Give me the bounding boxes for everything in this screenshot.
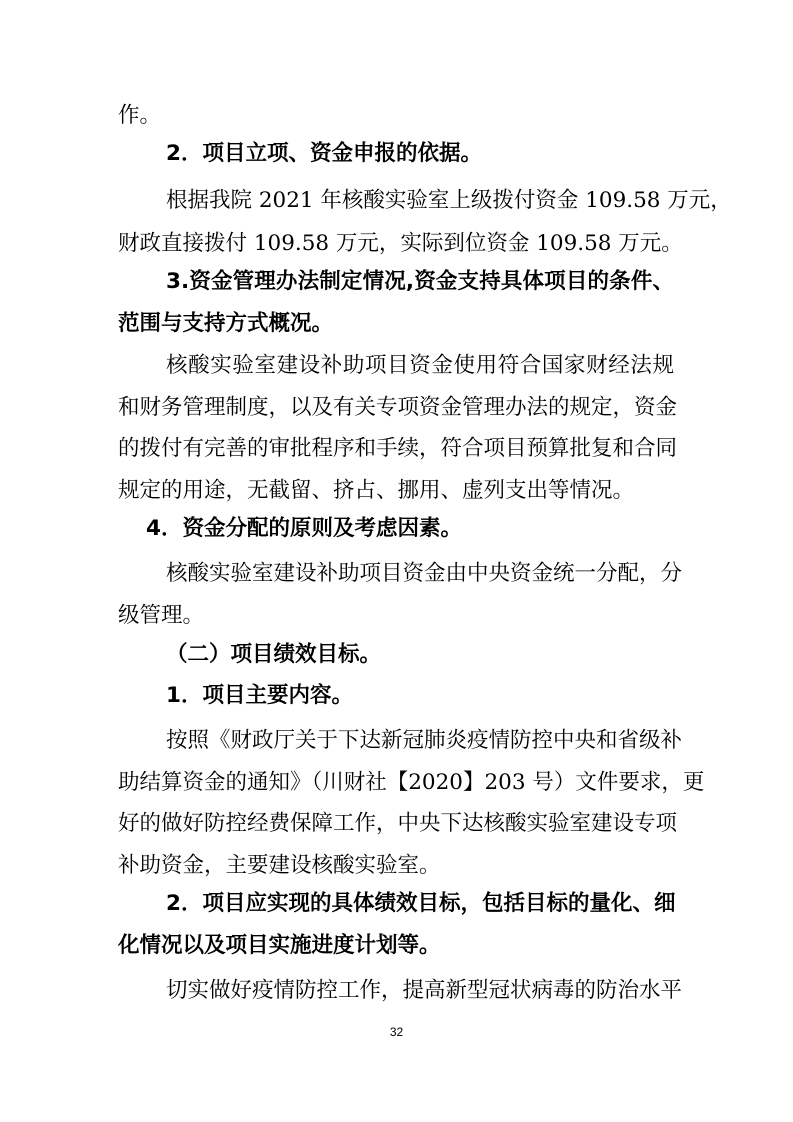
section-heading: 1．项目主要内容。 <box>166 683 353 708</box>
paragraph-line: 补助资金，主要建设核酸实验室。 <box>118 853 441 878</box>
paragraph-line: 财政直接拨付 109.58 万元，实际到位资金 109.58 万元。 <box>118 231 683 256</box>
section-heading: 2．项目立项、资金申报的依据。 <box>166 141 482 166</box>
paragraph-line: 按照《财政厅关于下达新冠肺炎疫情防控中央和省级补 <box>166 728 683 753</box>
paragraph-line: 规定的用途，无截留、挤占、挪用、虚列支出等情况。 <box>118 478 635 503</box>
paragraph-line: 根据我院 2021 年核酸实验室上级拨付资金 109.58 万元， <box>166 188 732 213</box>
paragraph-line: 和财务管理制度，以及有关专项资金管理办法的规定，资金 <box>118 395 678 420</box>
section-heading: 化情况以及项目实施进度计划等。 <box>118 933 441 958</box>
section-heading: 4．资金分配的原则及考虑因素。 <box>146 516 462 541</box>
paragraph-line: 级管理。 <box>118 603 205 628</box>
page-number: 32 <box>389 1025 404 1039</box>
section-heading: （二）项目绩效目标。 <box>166 642 382 667</box>
paragraph-line: 的拨付有完善的审批程序和手续，符合项目预算批复和合同 <box>118 436 678 461</box>
section-heading: 3.资金管理办法制定情况,资金支持具体项目的条件、 <box>166 269 674 294</box>
paragraph-line: 切实做好疫情防控工作，提高新型冠状病毒的防治水平 <box>166 978 683 1003</box>
paragraph-line: 作。 <box>118 103 162 128</box>
paragraph-line: 好的做好防控经费保障工作，中央下达核酸实验室建设专项 <box>118 811 678 836</box>
paragraph-line: 助结算资金的通知》（川财社【2020】203 号）文件要求，更 <box>118 770 705 795</box>
section-heading: 2．项目应实现的具体绩效目标，包括目标的量化、细 <box>166 891 676 916</box>
paragraph-line: 核酸实验室建设补助项目资金由中央资金统一分配，分 <box>166 561 683 586</box>
paragraph-line: 核酸实验室建设补助项目资金使用符合国家财经法规 <box>166 353 674 378</box>
section-heading: 范围与支持方式概况。 <box>118 311 334 336</box>
